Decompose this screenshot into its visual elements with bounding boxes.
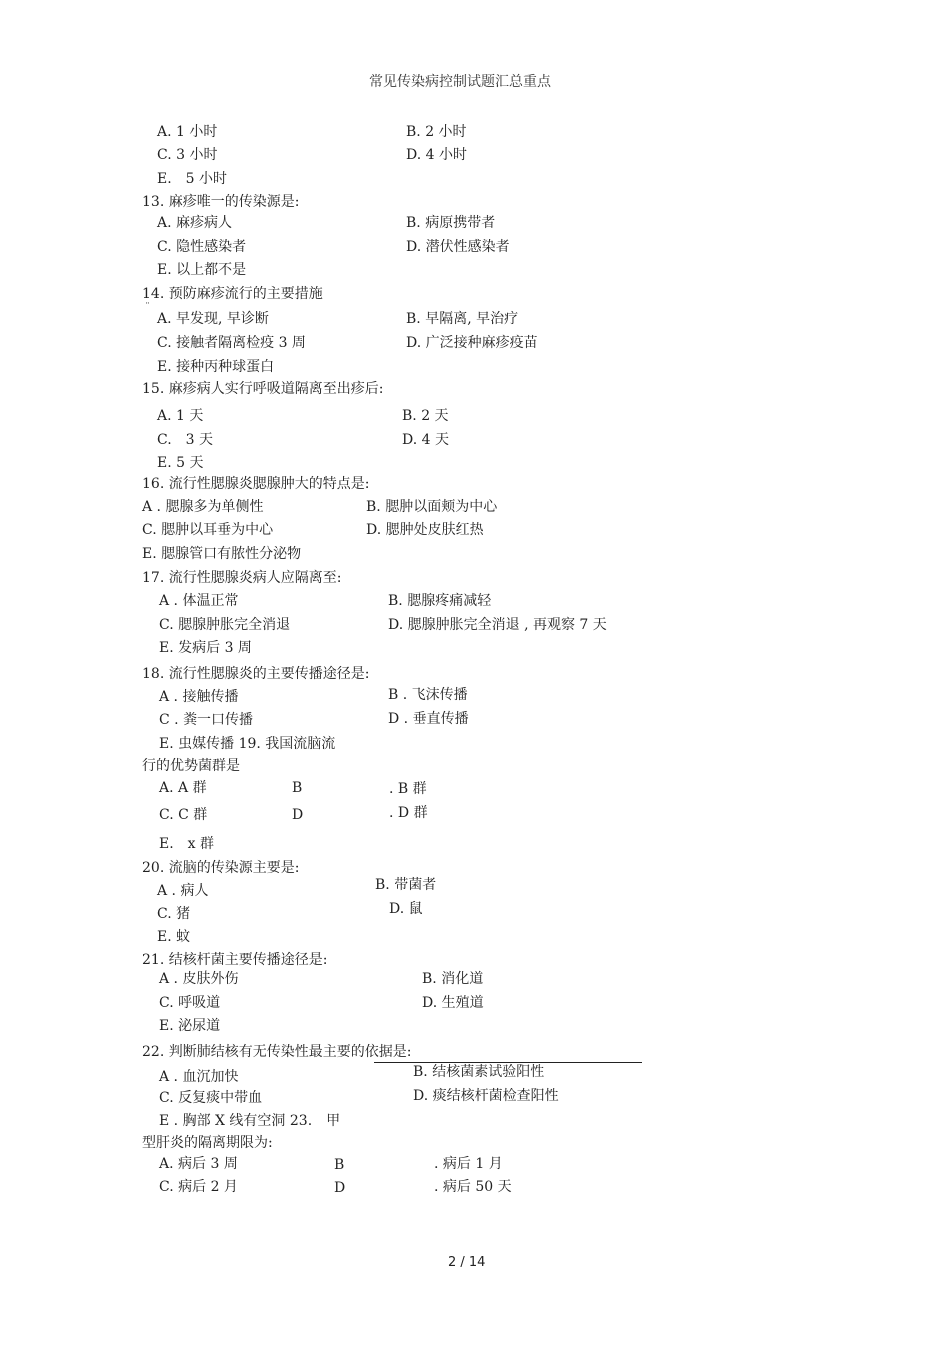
q13-option-e: E. 以上都不是 [157,262,247,278]
q14-option-b: B. 早隔离, 早治疗 [406,311,519,327]
q22-option-a: A . 血沉加快 [159,1069,239,1085]
q21-stem: 21. 结核杆菌主要传播途径是: [142,952,328,968]
q23-option-d-letter: D [334,1180,346,1196]
q12-option-c: C. 3 小时 [157,147,218,163]
q12-option-b: B. 2 小时 [406,124,467,140]
q18-stem: 18. 流行性腮腺炎的主要传播途径是: [142,666,370,682]
q23-option-b-letter: B [334,1157,345,1173]
q17-option-b: B. 腮腺疼痛减轻 [388,593,492,609]
q16-option-e: E. 腮腺管口有脓性分泌物 [142,546,302,562]
q14-stem: 14. 预防麻疹流行的主要措施 [142,286,323,302]
q22-stem: 22. 判断肺结核有无传染性最主要的依据是: [142,1044,412,1060]
q12-option-a: A. 1 小时 [157,124,218,140]
q14-option-c: C. 接触者隔离检疫 3 周 [157,335,306,351]
q18-option-b: B . 飞沫传播 [388,687,468,703]
q21-option-c: C. 呼吸道 [159,995,221,1011]
q18-option-e-with-q19-stem: E. 虫媒传播 19. 我国流脑流 [159,736,336,752]
q22-option-b: B. 结核菌素试验阳性 [413,1064,545,1080]
q23-option-a: A. 病后 3 周 [159,1156,238,1172]
q19-option-d-text: . D 群 [389,805,428,821]
q17-option-a: A . 体温正常 [159,593,239,609]
q19-stem-continued: 行的优势菌群是 [142,758,240,774]
q15-option-e: E. 5 天 [157,455,204,471]
q12-option-e: E. 5 小时 [157,171,228,187]
q13-option-b: B. 病原携带者 [406,215,496,231]
q20-option-c: C. 猪 [157,906,191,922]
q17-option-e: E. 发病后 3 周 [159,640,252,656]
q17-option-c: C. 腮腺肿胀完全消退 [159,617,291,633]
page-number: 2 / 14 [448,1255,486,1270]
q23-stem-continued: 型肝炎的隔离期限为: [142,1135,273,1151]
q19-option-b-letter: B [292,780,303,796]
q22-option-d: D. 痰结核杆菌检查阳性 [413,1088,559,1104]
q15-option-c: C. 3 天 [157,432,214,448]
q18-option-c: C . 粪一口传播 [159,712,254,728]
q23-option-c: C. 病后 2 月 [159,1179,238,1195]
q18-option-d: D . 垂直传播 [388,711,469,727]
q23-option-b-text: . 病后 1 月 [434,1156,503,1172]
q19-option-e: E. x 群 [159,836,215,852]
q15-option-a: A. 1 天 [157,408,204,424]
q13-stem: 13. 麻疹唯一的传染源是: [142,194,300,210]
q23-option-d-text: . 病后 50 天 [434,1179,512,1195]
q20-option-d: D. 鼠 [389,901,423,917]
q22-option-c: C. 反复痰中带血 [159,1090,263,1106]
q12-option-d: D. 4 小时 [406,147,467,163]
q16-option-d: D. 腮肿处皮肤红热 [366,522,484,538]
q15-option-d: D. 4 天 [402,432,449,448]
stray-mark: ¨ [145,302,150,313]
q16-option-b: B. 腮肿以面颊为中心 [366,499,498,515]
q15-stem: 15. 麻疹病人实行呼吸道隔离至出疹后: [142,381,384,397]
q20-option-b: B. 带菌者 [375,877,437,893]
q13-option-c: C. 隐性感染者 [157,239,247,255]
q14-option-a: A. 早发现, 早诊断 [157,311,269,327]
q20-option-a: A . 病人 [157,883,209,899]
page-header-title: 常见传染病控制试题汇总重点 [369,74,551,90]
q19-option-c: C. C 群 [159,807,208,823]
q20-option-e: E. 蚊 [157,929,191,945]
q16-option-a: A . 腮腺多为单侧性 [142,499,264,515]
q15-option-b: B. 2 天 [402,408,449,424]
q17-option-d: D. 腮腺肿胀完全消退 , 再观察 7 天 [388,617,607,633]
q17-stem: 17. 流行性腮腺炎病人应隔离至: [142,570,342,586]
q21-option-d: D. 生殖道 [422,995,484,1011]
q16-stem: 16. 流行性腮腺炎腮腺肿大的特点是: [142,476,370,492]
q18-option-a: A . 接触传播 [159,689,239,705]
q14-option-d: D. 广泛接种麻疹疫苗 [406,335,538,351]
q19-option-a: A. A 群 [159,780,207,796]
q13-option-a: A. 麻疹病人 [157,215,233,231]
q21-option-b: B. 消化道 [422,971,484,987]
q14-option-e: E. 接种丙种球蛋白 [157,359,275,375]
q16-option-c: C. 腮肿以耳垂为中心 [142,522,274,538]
q19-option-b-text: . B 群 [389,781,427,797]
q20-stem: 20. 流脑的传染源主要是: [142,860,300,876]
q21-option-e: E. 泌尿道 [159,1018,221,1034]
q22-option-e-with-q23-stem: E . 胸部 X 线有空洞 23. 甲 [159,1113,341,1129]
q21-option-a: A . 皮肤外伤 [159,971,239,987]
q13-option-d: D. 潜伏性感染者 [406,239,510,255]
q19-option-d-letter: D [292,807,304,823]
